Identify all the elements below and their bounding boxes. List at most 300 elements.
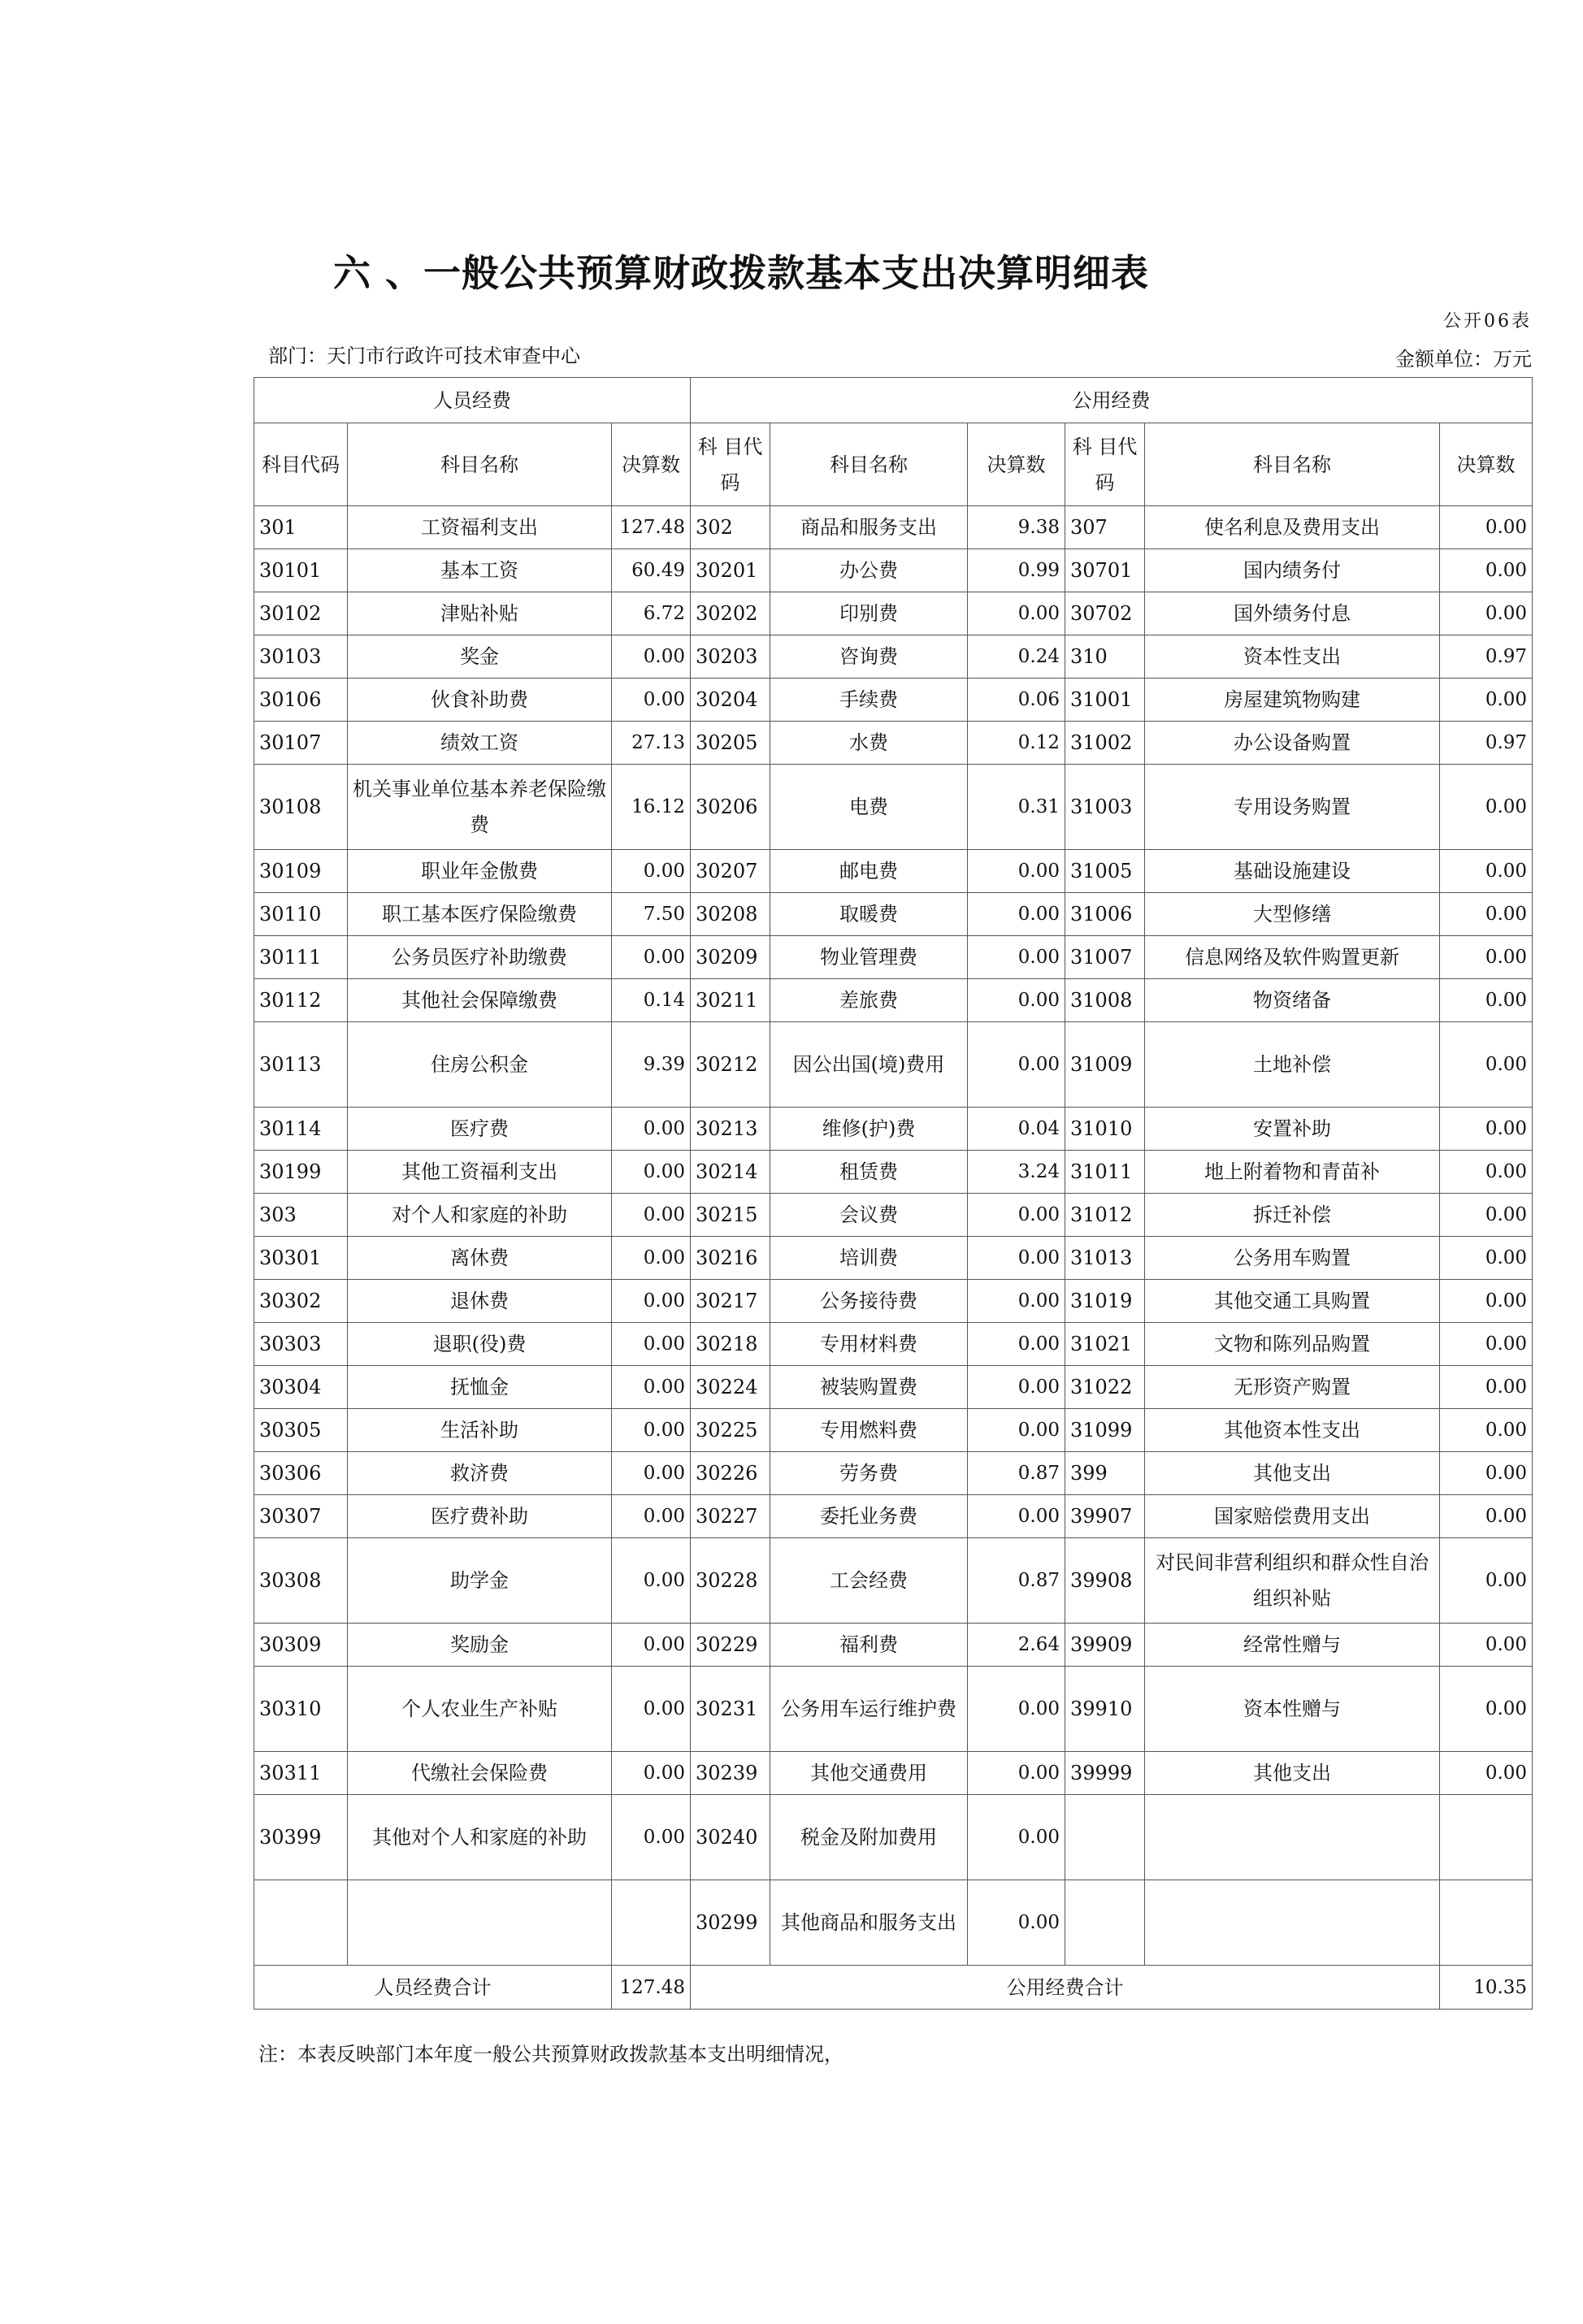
amount: 16.12 [612, 765, 691, 850]
subject-name: 物资绪备 [1145, 979, 1440, 1022]
amount: 0.00 [1440, 765, 1533, 850]
subject-code: 399 [1065, 1452, 1145, 1495]
subject-code: 30199 [254, 1151, 348, 1194]
subject-name: 维修(护)费 [770, 1108, 968, 1151]
col-header-amount: 决算数 [968, 423, 1065, 506]
subject-code: 302 [691, 506, 770, 549]
subject-name: 离休费 [348, 1237, 612, 1280]
subject-name: 差旅费 [770, 979, 968, 1022]
subject-name: 医疗费 [348, 1108, 612, 1151]
table-row [254, 850, 1533, 893]
subject-code: 30107 [254, 722, 348, 765]
subject-code: 31019 [1065, 1280, 1145, 1323]
amount: 0.00 [1440, 1752, 1533, 1795]
subject-name: 其他支出 [1145, 1752, 1440, 1795]
table-row [254, 1108, 1533, 1151]
form-number: 公开06表 [1443, 311, 1532, 332]
subject-name: 公务接待费 [770, 1280, 968, 1323]
amount: 0.00 [612, 1409, 691, 1452]
amount: 0.00 [612, 1667, 691, 1752]
subject-code: 31022 [1065, 1366, 1145, 1409]
table-row [254, 1624, 1533, 1667]
subject-code: 31006 [1065, 893, 1145, 936]
subject-code: 30215 [691, 1194, 770, 1237]
subject-name: 地上附着物和青苗补 [1145, 1151, 1440, 1194]
amount: 0.00 [968, 1366, 1065, 1409]
amount: 0.00 [612, 1538, 691, 1624]
subject-code: 30207 [691, 850, 770, 893]
amount: 0.00 [612, 635, 691, 679]
subject-code: 30310 [254, 1667, 348, 1752]
amount: 0.00 [968, 1194, 1065, 1237]
subject-code: 30206 [691, 765, 770, 850]
subject-code: 30109 [254, 850, 348, 893]
subject-name: 办公费 [770, 549, 968, 592]
amount: 0.00 [612, 1366, 691, 1409]
amount: 0.00 [612, 1108, 691, 1151]
subject-code: 301 [254, 506, 348, 549]
expenditure-table [254, 377, 1533, 2010]
subject-code [1065, 1880, 1145, 1966]
col-header-amount: 决算数 [1440, 423, 1533, 506]
subject-code: 30111 [254, 936, 348, 979]
amount: 0.00 [612, 1237, 691, 1280]
amount: 0.00 [1440, 1022, 1533, 1108]
subject-name: 国内绩务付 [1145, 549, 1440, 592]
subject-code: 30309 [254, 1624, 348, 1667]
subject-code: 30303 [254, 1323, 348, 1366]
subject-code: 30305 [254, 1409, 348, 1452]
public-total-value: 10.35 [1440, 1966, 1533, 2010]
subject-code: 30217 [691, 1280, 770, 1323]
subject-code: 30203 [691, 635, 770, 679]
unit-label: 金额单位：万元 [1395, 348, 1532, 371]
amount: 2.64 [968, 1624, 1065, 1667]
subject-code: 30110 [254, 893, 348, 936]
amount: 0.00 [968, 1752, 1065, 1795]
subject-code: 39999 [1065, 1752, 1145, 1795]
amount: 0.00 [612, 1452, 691, 1495]
subject-name: 土地补偿 [1145, 1022, 1440, 1108]
subject-code: 31013 [1065, 1237, 1145, 1280]
amount: 9.38 [968, 506, 1065, 549]
subject-code: 30216 [691, 1237, 770, 1280]
subject-code: 30103 [254, 635, 348, 679]
amount: 0.12 [968, 722, 1065, 765]
subject-name: 代缴社会保险费 [348, 1752, 612, 1795]
subject-code: 30101 [254, 549, 348, 592]
subject-code: 31021 [1065, 1323, 1145, 1366]
table-row [254, 1538, 1533, 1624]
table-body [254, 506, 1533, 1966]
subject-code: 31001 [1065, 679, 1145, 722]
table-row [254, 1194, 1533, 1237]
amount [1440, 1795, 1533, 1880]
subject-code: 30311 [254, 1752, 348, 1795]
subject-name: 其他社会保障缴费 [348, 979, 612, 1022]
amount: 127.48 [612, 506, 691, 549]
subject-name: 绩效工资 [348, 722, 612, 765]
amount: 0.00 [612, 1624, 691, 1667]
amount [1440, 1880, 1533, 1966]
amount: 0.00 [1440, 1237, 1533, 1280]
subject-code: 30301 [254, 1237, 348, 1280]
subject-name: 国家赔偿费用支出 [1145, 1495, 1440, 1538]
subject-name: 租赁费 [770, 1151, 968, 1194]
subject-name: 基本工资 [348, 549, 612, 592]
subject-code: 30102 [254, 592, 348, 635]
amount: 0.00 [968, 1022, 1065, 1108]
table-row [254, 679, 1533, 722]
table-row [254, 1280, 1533, 1323]
subject-name: 取暖费 [770, 893, 968, 936]
subject-name: 电费 [770, 765, 968, 850]
subject-code: 30239 [691, 1752, 770, 1795]
subject-name: 培训费 [770, 1237, 968, 1280]
footnote: 注：本表反映部门本年度一般公共预算财政拨款基本支出明细情况， [258, 2043, 844, 2066]
amount: 0.00 [1440, 1108, 1533, 1151]
subject-code: 30208 [691, 893, 770, 936]
subject-name: 手续费 [770, 679, 968, 722]
subject-name: 物业管理费 [770, 936, 968, 979]
subject-name: 生活补助 [348, 1409, 612, 1452]
col-header-amount: 决算数 [612, 423, 691, 506]
amount: 0.00 [1440, 893, 1533, 936]
subject-name: 福利费 [770, 1624, 968, 1667]
amount: 0.00 [968, 1237, 1065, 1280]
subject-name: 工资福利支出 [348, 506, 612, 549]
table-row [254, 893, 1533, 936]
subject-name: 专用材料费 [770, 1323, 968, 1366]
subject-code: 31009 [1065, 1022, 1145, 1108]
subject-name: 基础设施建设 [1145, 850, 1440, 893]
subject-code: 30211 [691, 979, 770, 1022]
amount: 0.00 [1440, 1151, 1533, 1194]
col-header-name: 科目名称 [348, 423, 612, 506]
subject-code: 30225 [691, 1409, 770, 1452]
subject-code: 30114 [254, 1108, 348, 1151]
subject-code: 39909 [1065, 1624, 1145, 1667]
subject-name: 安置补助 [1145, 1108, 1440, 1151]
table-row [254, 1495, 1533, 1538]
amount: 0.00 [968, 893, 1065, 936]
subject-code: 31012 [1065, 1194, 1145, 1237]
subject-code: 30224 [691, 1366, 770, 1409]
amount: 0.00 [968, 1667, 1065, 1752]
subject-name: 其他交通费用 [770, 1752, 968, 1795]
subject-name: 房屋建筑物购建 [1145, 679, 1440, 722]
subject-name: 工会经费 [770, 1538, 968, 1624]
subject-name: 其他商品和服务支出 [770, 1880, 968, 1966]
subject-name: 其他交通工具购置 [1145, 1280, 1440, 1323]
subject-name: 专用燃料费 [770, 1409, 968, 1452]
subject-name: 职业年金傲费 [348, 850, 612, 893]
page-title: 六 、一般公共预算财政拨款基本支出决算明细表 [333, 251, 1150, 295]
amount: 0.00 [612, 1795, 691, 1880]
subject-name [348, 1880, 612, 1966]
subject-name: 资本性赠与 [1145, 1667, 1440, 1752]
personnel-group-header: 人员经费 [254, 378, 691, 423]
personnel-total-value: 127.48 [612, 1966, 691, 2010]
amount: 0.97 [1440, 635, 1533, 679]
subject-code: 30218 [691, 1323, 770, 1366]
subject-name: 国外绩务付息 [1145, 592, 1440, 635]
amount: 0.87 [968, 1452, 1065, 1495]
subject-code: 30201 [691, 549, 770, 592]
table-row [254, 1237, 1533, 1280]
subject-name: 水费 [770, 722, 968, 765]
subject-name: 文物和陈列品购置 [1145, 1323, 1440, 1366]
subject-code: 30228 [691, 1538, 770, 1624]
subject-code: 39908 [1065, 1538, 1145, 1624]
amount: 6.72 [612, 592, 691, 635]
amount: 0.14 [612, 979, 691, 1022]
table-row [254, 1151, 1533, 1194]
subject-name: 信息网络及软件购置更新 [1145, 936, 1440, 979]
subject-code: 30308 [254, 1538, 348, 1624]
subject-name: 公务用车运行维护费 [770, 1667, 968, 1752]
amount: 0.00 [1440, 1323, 1533, 1366]
subject-name: 会议费 [770, 1194, 968, 1237]
table-row [254, 722, 1533, 765]
subject-name: 其他资本性支出 [1145, 1409, 1440, 1452]
amount: 0.00 [1440, 1409, 1533, 1452]
subject-code: 307 [1065, 506, 1145, 549]
subject-name: 拆迁补偿 [1145, 1194, 1440, 1237]
subject-name: 公务用车购置 [1145, 1237, 1440, 1280]
subject-name: 印别费 [770, 592, 968, 635]
amount: 0.00 [968, 1880, 1065, 1966]
subject-code: 30701 [1065, 549, 1145, 592]
amount: 0.00 [1440, 1366, 1533, 1409]
subject-name: 办公设备购置 [1145, 722, 1440, 765]
subject-code: 31008 [1065, 979, 1145, 1022]
table-row [254, 765, 1533, 850]
table-row [254, 1752, 1533, 1795]
subject-code: 30214 [691, 1151, 770, 1194]
subject-name: 资本性支出 [1145, 635, 1440, 679]
amount: 0.00 [1440, 1452, 1533, 1495]
amount: 0.00 [612, 1323, 691, 1366]
amount: 0.00 [612, 1194, 691, 1237]
amount: 0.00 [968, 592, 1065, 635]
amount: 0.00 [1440, 1194, 1533, 1237]
table-row [254, 1409, 1533, 1452]
subject-name: 医疗费补助 [348, 1495, 612, 1538]
subject-code: 30240 [691, 1795, 770, 1880]
amount: 7.50 [612, 893, 691, 936]
subject-code: 30112 [254, 979, 348, 1022]
personnel-total-label: 人员经费合计 [254, 1966, 612, 2010]
amount: 0.00 [1440, 850, 1533, 893]
subject-code: 31002 [1065, 722, 1145, 765]
subject-code: 30299 [691, 1880, 770, 1966]
amount: 0.00 [612, 1495, 691, 1538]
subject-name: 住房公积金 [348, 1022, 612, 1108]
amount: 0.00 [612, 1280, 691, 1323]
amount: 0.00 [968, 936, 1065, 979]
subject-name: 商品和服务支出 [770, 506, 968, 549]
subject-name: 因公出国(境)费用 [770, 1022, 968, 1108]
amount: 0.00 [1440, 979, 1533, 1022]
col-header-code: 科 目代码 [691, 423, 770, 506]
amount: 0.00 [1440, 679, 1533, 722]
subject-code [1065, 1795, 1145, 1880]
subject-code: 30229 [691, 1624, 770, 1667]
subject-code: 30307 [254, 1495, 348, 1538]
subject-code: 30106 [254, 679, 348, 722]
subject-name: 委托业务费 [770, 1495, 968, 1538]
amount: 60.49 [612, 549, 691, 592]
amount: 0.00 [1440, 506, 1533, 549]
subject-name: 其他支出 [1145, 1452, 1440, 1495]
table-row [254, 1452, 1533, 1495]
subject-name: 邮电费 [770, 850, 968, 893]
amount: 0.31 [968, 765, 1065, 850]
amount: 0.00 [968, 979, 1065, 1022]
amount: 0.00 [968, 850, 1065, 893]
amount: 0.00 [1440, 549, 1533, 592]
subject-name: 奖励金 [348, 1624, 612, 1667]
subject-code: 30212 [691, 1022, 770, 1108]
table-row [254, 1323, 1533, 1366]
table-row [254, 936, 1533, 979]
subject-name: 劳务费 [770, 1452, 968, 1495]
table-row [254, 635, 1533, 679]
col-header-code: 科 目代码 [1065, 423, 1145, 506]
subject-code: 31005 [1065, 850, 1145, 893]
subject-code: 30399 [254, 1795, 348, 1880]
subject-name: 个人农业生产补贴 [348, 1667, 612, 1752]
subject-code: 30209 [691, 936, 770, 979]
amount: 27.13 [612, 722, 691, 765]
subject-code: 39907 [1065, 1495, 1145, 1538]
subject-name: 职工基本医疗保险缴费 [348, 893, 612, 936]
amount: 0.00 [1440, 1667, 1533, 1752]
subject-name: 助学金 [348, 1538, 612, 1624]
subject-name: 津贴补贴 [348, 592, 612, 635]
table-row [254, 1022, 1533, 1108]
amount: 3.24 [968, 1151, 1065, 1194]
subject-code: 303 [254, 1194, 348, 1237]
col-header-name: 科目名称 [1145, 423, 1440, 506]
subject-name: 税金及附加费用 [770, 1795, 968, 1880]
subject-code: 31011 [1065, 1151, 1145, 1194]
public-group-header: 公用经费 [691, 378, 1533, 423]
subject-name: 对民间非营利组织和群众性自治组织补贴 [1145, 1538, 1440, 1624]
subject-name: 其他工资福利支出 [348, 1151, 612, 1194]
subject-code: 30304 [254, 1366, 348, 1409]
subject-name [1145, 1795, 1440, 1880]
subject-code: 30108 [254, 765, 348, 850]
subject-name: 奖金 [348, 635, 612, 679]
amount [612, 1880, 691, 1966]
subject-code [254, 1880, 348, 1966]
amount: 0.00 [1440, 1495, 1533, 1538]
subject-code: 30202 [691, 592, 770, 635]
subject-code: 31003 [1065, 765, 1145, 850]
subject-name: 经常性赠与 [1145, 1624, 1440, 1667]
subject-name: 被装购置费 [770, 1366, 968, 1409]
table-row [254, 1366, 1533, 1409]
amount: 0.00 [968, 1409, 1065, 1452]
amount: 0.24 [968, 635, 1065, 679]
amount: 0.00 [612, 1752, 691, 1795]
table-row [254, 1880, 1533, 1966]
subject-name: 大型修缮 [1145, 893, 1440, 936]
amount: 0.97 [1440, 722, 1533, 765]
amount: 0.00 [1440, 1280, 1533, 1323]
amount: 0.00 [968, 1280, 1065, 1323]
amount: 0.00 [612, 1151, 691, 1194]
subject-code: 30231 [691, 1667, 770, 1752]
amount: 0.00 [1440, 1538, 1533, 1624]
table-row [254, 1795, 1533, 1880]
amount: 0.00 [612, 936, 691, 979]
subject-code: 31007 [1065, 936, 1145, 979]
table-row [254, 506, 1533, 549]
amount: 9.39 [612, 1022, 691, 1108]
subject-code: 39910 [1065, 1667, 1145, 1752]
subject-name: 抚恤金 [348, 1366, 612, 1409]
subject-code: 30226 [691, 1452, 770, 1495]
col-header-name: 科目名称 [770, 423, 968, 506]
amount: 0.00 [612, 850, 691, 893]
subject-name: 机关事业单位基本养老保险缴费 [348, 765, 612, 850]
subject-code: 30204 [691, 679, 770, 722]
subject-name: 对个人和家庭的补助 [348, 1194, 612, 1237]
amount: 0.00 [968, 1323, 1065, 1366]
amount: 0.00 [968, 1795, 1065, 1880]
subject-code: 30702 [1065, 592, 1145, 635]
subject-code: 30302 [254, 1280, 348, 1323]
subject-code: 30306 [254, 1452, 348, 1495]
subject-name: 使名利息及费用支出 [1145, 506, 1440, 549]
amount: 0.00 [1440, 592, 1533, 635]
table-row [254, 1667, 1533, 1752]
subject-name: 无形资产购置 [1145, 1366, 1440, 1409]
public-total-label: 公用经费合计 [691, 1966, 1440, 2010]
subject-code: 31099 [1065, 1409, 1145, 1452]
subject-code: 310 [1065, 635, 1145, 679]
subject-code: 31010 [1065, 1108, 1145, 1151]
subject-code: 30113 [254, 1022, 348, 1108]
subject-code: 30205 [691, 722, 770, 765]
table-row [254, 979, 1533, 1022]
amount: 0.04 [968, 1108, 1065, 1151]
subject-code: 30227 [691, 1495, 770, 1538]
subject-name: 救济费 [348, 1452, 612, 1495]
subject-code: 30213 [691, 1108, 770, 1151]
subject-name: 退休费 [348, 1280, 612, 1323]
amount: 0.00 [1440, 1624, 1533, 1667]
subject-name: 专用设务购置 [1145, 765, 1440, 850]
subject-name: 退职(役)费 [348, 1323, 612, 1366]
table-row [254, 549, 1533, 592]
amount: 0.00 [612, 679, 691, 722]
subject-name: 伙食补助费 [348, 679, 612, 722]
col-header-code: 科目代码 [254, 423, 348, 506]
amount: 0.00 [1440, 936, 1533, 979]
amount: 0.99 [968, 549, 1065, 592]
subject-name: 其他对个人和家庭的补助 [348, 1795, 612, 1880]
amount: 0.87 [968, 1538, 1065, 1624]
subject-name: 公务员医疗补助缴费 [348, 936, 612, 979]
subject-name: 咨询费 [770, 635, 968, 679]
amount: 0.00 [968, 1495, 1065, 1538]
department-label: 部门：天门市行政许可技术审查中心 [268, 345, 580, 367]
table-row [254, 592, 1533, 635]
